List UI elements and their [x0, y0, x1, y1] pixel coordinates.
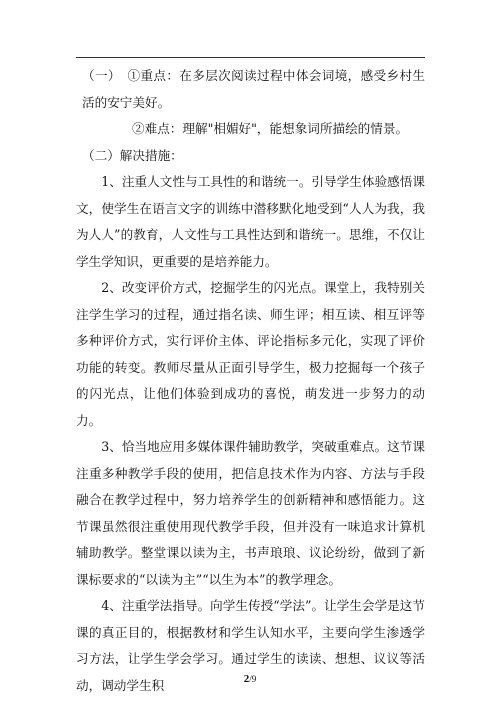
measure-3-paragraph: 3、恰当地应用多媒体课件辅助教学，突破重难点。这节课注重多种教学手段的使用，把信息技术作为内容、方法与手段融合在教学过程中，努力培养学生的创新精神和感悟能力。这节课虽然很注重使用现代教学手段，但并没有一味追求计算机辅助教学。整堂课以读为主，书声琅琅、议论纷纷，做到了新课标要求的“以读为主”“以生为本”的教学理念。: [76, 439, 425, 587]
measure-1-paragraph: 1、注重人文性与工具性的和谐统一。引导学生体验感悟课文，使学生在语言文字的训练中潜移默化地受到“人人为我，我为人人”的教育，人文性与工具性达到和谐统一。思维，不仅让学生学知识，更重要的是培养能力。: [76, 174, 425, 269]
page-total: 9: [251, 674, 257, 684]
page-current: 2: [243, 673, 250, 685]
difficult-points-paragraph: ②难点：理解"相媚好"，能想象词所描绘的情景。: [132, 121, 409, 136]
page-number: [0, 672, 500, 686]
header-rule: [76, 57, 425, 58]
measure-4-paragraph: 4、注重学法指导。向学生传授“学法”。让学生会学是这节课的真正目的，根据教材和学生认知水平，主要向学生渗透学习方法，让学生学会学习。通过学生的读读、想想、议议等活动，调动学生积: [76, 598, 425, 693]
measure-2-paragraph: 2、改变评价方式，挖掘学生的闪光点。课堂上，我特别关注学生学习的过程，通过指名读、师生评；相互读、相互评等多种评价方式，实行评价主体、评论指标多元化，实现了评价功能的转变。教师尽量从正面引导学生，极力挖掘每一个孩子的闪光点，让他们体验到成功的喜悦，萌发进一步努力的动力。: [76, 280, 425, 428]
document-body: [76, 63, 425, 699]
measures-heading: （二）解决措施：: [82, 147, 183, 163]
key-points-paragraph: （一） ①重点：在多层次阅读过程中体会词境，感受乡村生活的安宁美好。: [82, 68, 425, 110]
page-separator: /: [249, 674, 252, 684]
